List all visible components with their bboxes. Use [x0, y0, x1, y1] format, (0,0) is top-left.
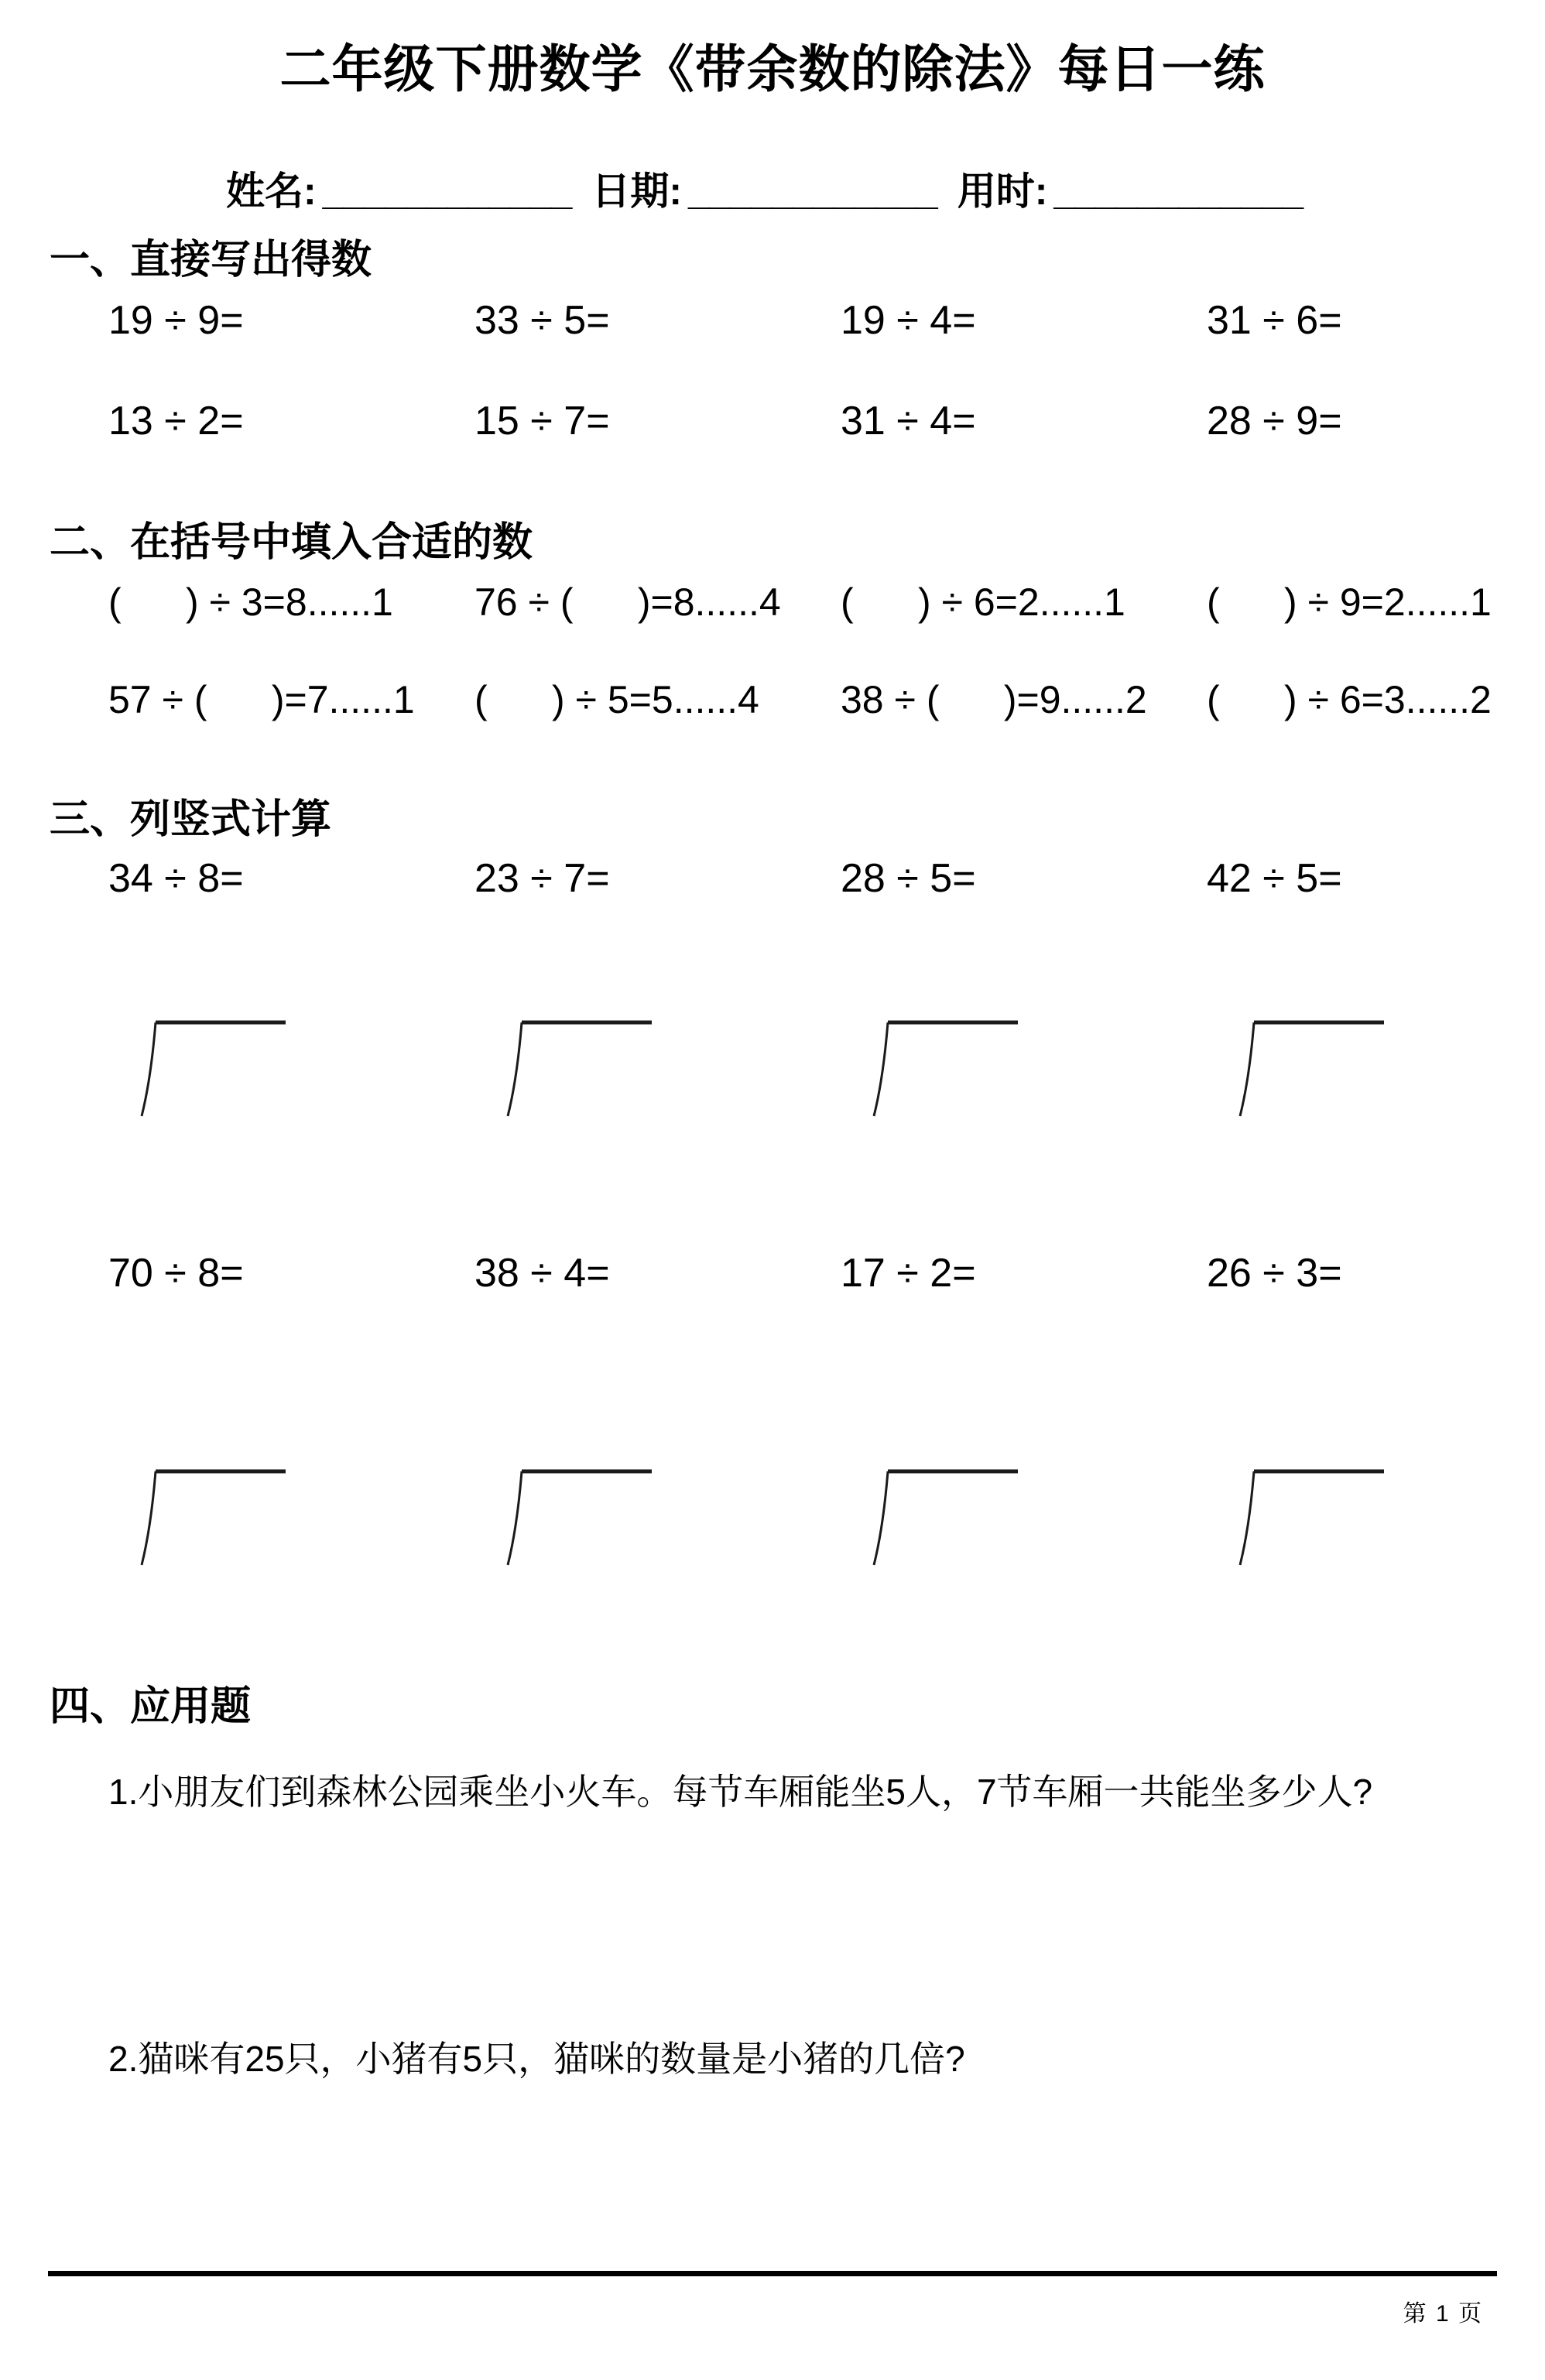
- equation: ( ) ÷ 6=3......2: [1207, 677, 1492, 721]
- equation: 28 ÷ 5=: [841, 856, 976, 902]
- long-division-bracket: [500, 1019, 655, 1119]
- equation: ( ) ÷ 9=2......1: [1207, 580, 1492, 625]
- long-division-bracket-row-1: [134, 1019, 1545, 1119]
- page-number: 第 1 页: [1403, 2301, 1483, 2327]
- equation: 13 ÷ 2=: [108, 398, 244, 443]
- equation: 70 ÷ 8=: [108, 1251, 244, 1296]
- section-4-heading: 四、应用题: [50, 1684, 252, 1730]
- meta-line: [226, 170, 1545, 214]
- name-label: 姓名:: [226, 170, 317, 214]
- equation: 19 ÷ 9=: [108, 298, 244, 344]
- equation: 26 ÷ 3=: [1207, 1251, 1342, 1296]
- section-3-heading: 三、列竖式计算: [50, 797, 332, 843]
- long-division-bracket: [1232, 1019, 1387, 1119]
- equation: 28 ÷ 9=: [1207, 398, 1342, 443]
- date-blank: ____________: [688, 170, 937, 214]
- long-division-bracket: [866, 1019, 1021, 1119]
- equation: 19 ÷ 4=: [841, 298, 976, 344]
- equation: 33 ÷ 5=: [474, 298, 610, 344]
- long-division-bracket: [134, 1019, 289, 1119]
- equation: 15 ÷ 7=: [474, 398, 610, 443]
- long-division-bracket: [866, 1467, 1021, 1568]
- long-division-bracket-row-2: [134, 1467, 1545, 1568]
- equation: ( ) ÷ 6=2......1: [841, 580, 1125, 625]
- time-label: 用时:: [957, 170, 1048, 214]
- section-2-heading: 二、在括号中填入合适的数: [50, 519, 533, 565]
- time-blank: ____________: [1053, 170, 1303, 214]
- worksheet-title: 二年级下册数学《带余数的除法》每日一练: [279, 40, 1266, 98]
- date-label: 日期:: [591, 170, 683, 214]
- word-problem-2: 2.猫咪有25只，小猪有5只，猫咪的数量是小猪的几倍?: [108, 2039, 965, 2080]
- section-2-row-1: [108, 580, 1545, 625]
- equation: 31 ÷ 4=: [841, 398, 976, 443]
- word-problem-1: 1.小朋友们到森林公园乘坐小火车。每节车厢能坐5人，7节车厢一共能坐多少人?: [108, 1772, 1373, 1813]
- section-3-row-2: [108, 1251, 1545, 1297]
- equation: 42 ÷ 5=: [1207, 856, 1342, 902]
- section-3-row-1: [108, 856, 1545, 902]
- equation: 23 ÷ 7=: [474, 856, 610, 902]
- equation: 17 ÷ 2=: [841, 1251, 976, 1296]
- equation: 38 ÷ ( )=9......2: [841, 677, 1147, 721]
- equation: 57 ÷ ( )=7......1: [108, 677, 415, 721]
- equation: 76 ÷ ( )=8......4: [474, 580, 781, 625]
- section-1-heading: 一、直接写出得数: [50, 237, 372, 283]
- equation: ( ) ÷ 3=8......1: [108, 580, 393, 625]
- name-blank: ____________: [322, 170, 572, 214]
- section-1-row-1: [108, 298, 1545, 344]
- section-2-row-2: [108, 678, 1545, 723]
- long-division-bracket: [134, 1467, 289, 1568]
- footer-rule: [48, 2271, 1497, 2276]
- equation: 31 ÷ 6=: [1207, 298, 1342, 344]
- section-1-row-2: [108, 399, 1545, 445]
- equation: ( ) ÷ 5=5......4: [474, 677, 759, 721]
- equation: 34 ÷ 8=: [108, 856, 244, 902]
- long-division-bracket: [500, 1467, 655, 1568]
- equation: 38 ÷ 4=: [474, 1251, 610, 1296]
- long-division-bracket: [1232, 1467, 1387, 1568]
